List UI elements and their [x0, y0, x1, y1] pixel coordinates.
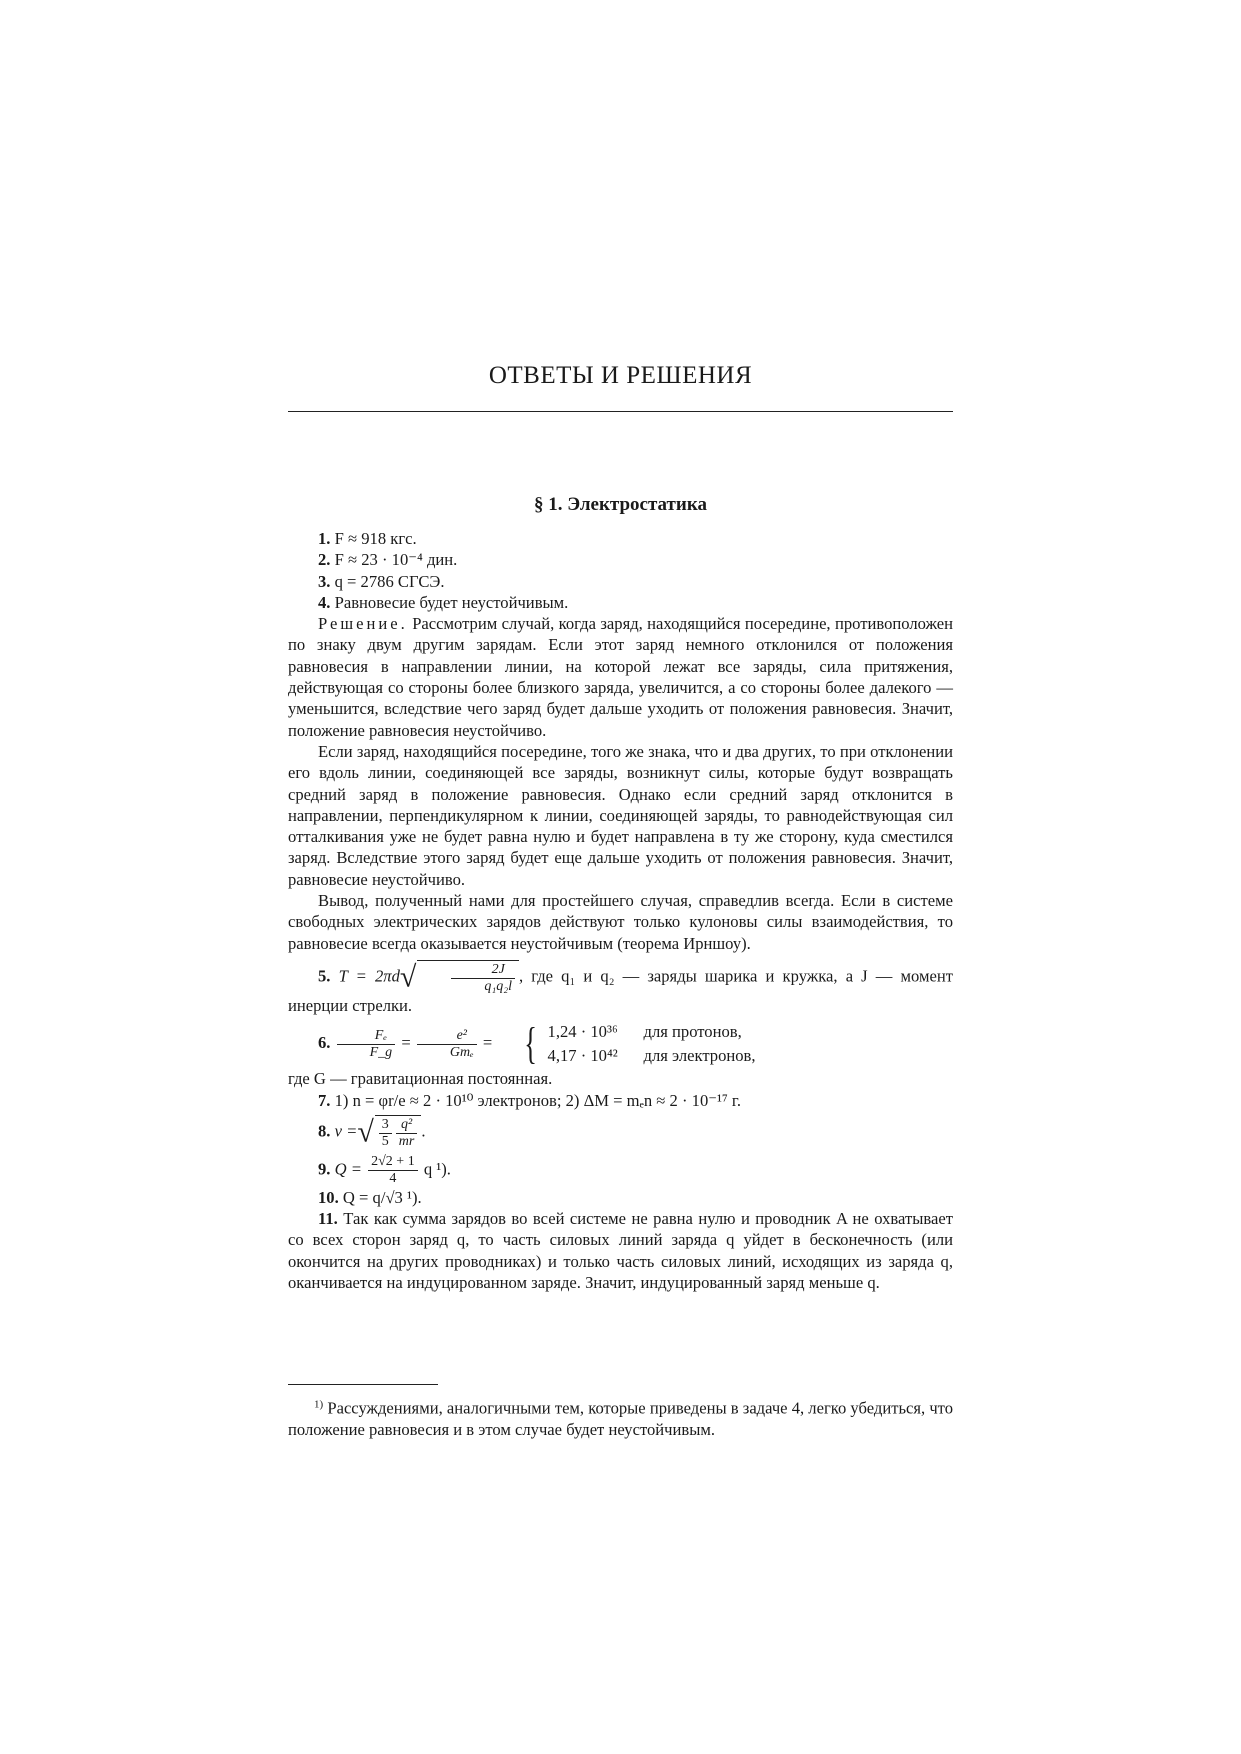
fraction: $\frac{\text{q²}}{mr}$ — [396, 1117, 418, 1150]
brace: { — [524, 1019, 538, 1069]
footnote-rule — [288, 1384, 438, 1385]
answer-8: 8. v =√ $\frac{3}{5}$ $\frac{\text{q²}}{mr}$ . — [318, 1115, 426, 1149]
radical-sign: √ — [357, 1115, 374, 1149]
fraction: $\frac{3}{5}$ — [379, 1117, 392, 1150]
answer-6-tail: где G — гравитационная постоянная. — [288, 1069, 553, 1089]
footnote-mark: 1) — [314, 1398, 324, 1410]
section-heading: § 1. Электростатика — [533, 494, 707, 515]
answer-2: 2. F ≈ 23 · 10⁻⁴ дин. — [318, 550, 458, 570]
answer-10: 10. Q = q/√3 ¹). — [318, 1187, 422, 1207]
fraction: $\frac{2J}{\text{q₁q₂l}}$ — [451, 962, 515, 995]
footnote — [288, 1394, 953, 1440]
radical-sign: √ — [399, 960, 417, 994]
title-rule — [288, 411, 953, 412]
footnote-text: Рассуждениями, аналогичными тем, которые приведены в задаче 4, легко убедиться, что положение равновесия и в этом случае будет неустойчивым. — [288, 1398, 953, 1439]
answer-1: 1. F ≈ 918 кгс. — [318, 529, 417, 548]
fraction: $\frac{\text{e²}}{\text{Gmₑ}}$ — [417, 1028, 477, 1061]
solution-paragraph-2: Если заряд, находящийся посередине, того же знака, что и два других, то при отклонении его вдоль линии, соединяющей все заряды, возникнут силы, которые будут возвращать средний заряд в положение равновесия. Однако если средний заряд отклонится в направлении, перпендикулярном к линии, соединяющей заряды, то равнодействующая сил отталкивания уже не будет равна нулю и будет направлена в ту же сторону, куда сместился заряд. Вследствие этого заряд будет еще дальше уходить от положения равновесия. Значит, равновесие неустойчиво. — [288, 741, 953, 889]
cases: 1,24 · 10³⁶ для протонов, 4,17 · 10⁴² для электронов, — [547, 1022, 756, 1066]
answer-9: 9. Q = $\frac{2√2 + 1}{4}$ q ¹). — [318, 1153, 451, 1186]
solution-paragraph-3: Вывод, полученный нами для простейшего случая, справедлив всегда. Если в системе свободных электрических зарядов действуют только кулоновы силы взаимодействия, то равновесие всегда оказывается неустойчивым (теорема Ирншоу). — [288, 891, 953, 953]
answer-4: 4. Равновесие будет неустойчивым. — [318, 592, 569, 612]
answer-6: 6. $\frac{\text{Fₑ}}{F\_g}$ = $\frac{\text{e²}}{\text{Gmₑ}}$ = { 1,24 · 10³⁶ для протонов, 4,17 · 10⁴² для электронов, — [318, 1019, 756, 1069]
answer-3: 3. q = 2786 СГСЭ. — [318, 571, 445, 591]
answer-7: 7. 1) n = φr/e ≈ 2 · 10¹⁰ электронов; 2) ΔM = mₑn ≈ 2 · 10⁻¹⁷ г. — [318, 1090, 742, 1110]
chapter-title: ОТВЕТЫ И РЕШЕНИЯ — [488, 362, 753, 389]
answer-11: 11. Так как сумма зарядов во всей системе не равна нулю и проводник A не охватывает со всех сторон заряд q, то часть силовых линий заряда q уйдет в бесконечность (или окончится на других проводниках) и только часть силовых линий, исходящих из заряда q, оканчивается на индуцированном заряде. Значит, индуцированный заряд меньше q. — [288, 1209, 953, 1293]
answers-content — [288, 528, 953, 1293]
solution-label: Решение. — [318, 614, 408, 634]
answer-5: 5. T = 2πd√ $\frac{2J}{\text{q₁q₂l}}$ , где q₁ и q₂ — заряды шарика и кружка, а J — момент инерции стрелки. — [288, 960, 953, 1015]
fraction: $\frac{2√2 + 1}{4}$ — [368, 1154, 418, 1187]
solution-paragraph-1: Решение. Рассмотрим случай, когда заряд, находящийся посередине, противоположен по знаку двум другим зарядам. Если этот заряд немного отклонился от положения равновесия в направлении линии, на которой лежат все заряды, сила притяжения, действующая со стороны более близкого заряда, увеличится, а со стороны более далекого — уменьшится, вследствие чего заряд будет дальше уходить от положения равновесия. Значит, положение равновесия неустойчиво. — [288, 614, 953, 740]
fraction: $\frac{\text{Fₑ}}{F\_g}$ — [337, 1028, 396, 1061]
